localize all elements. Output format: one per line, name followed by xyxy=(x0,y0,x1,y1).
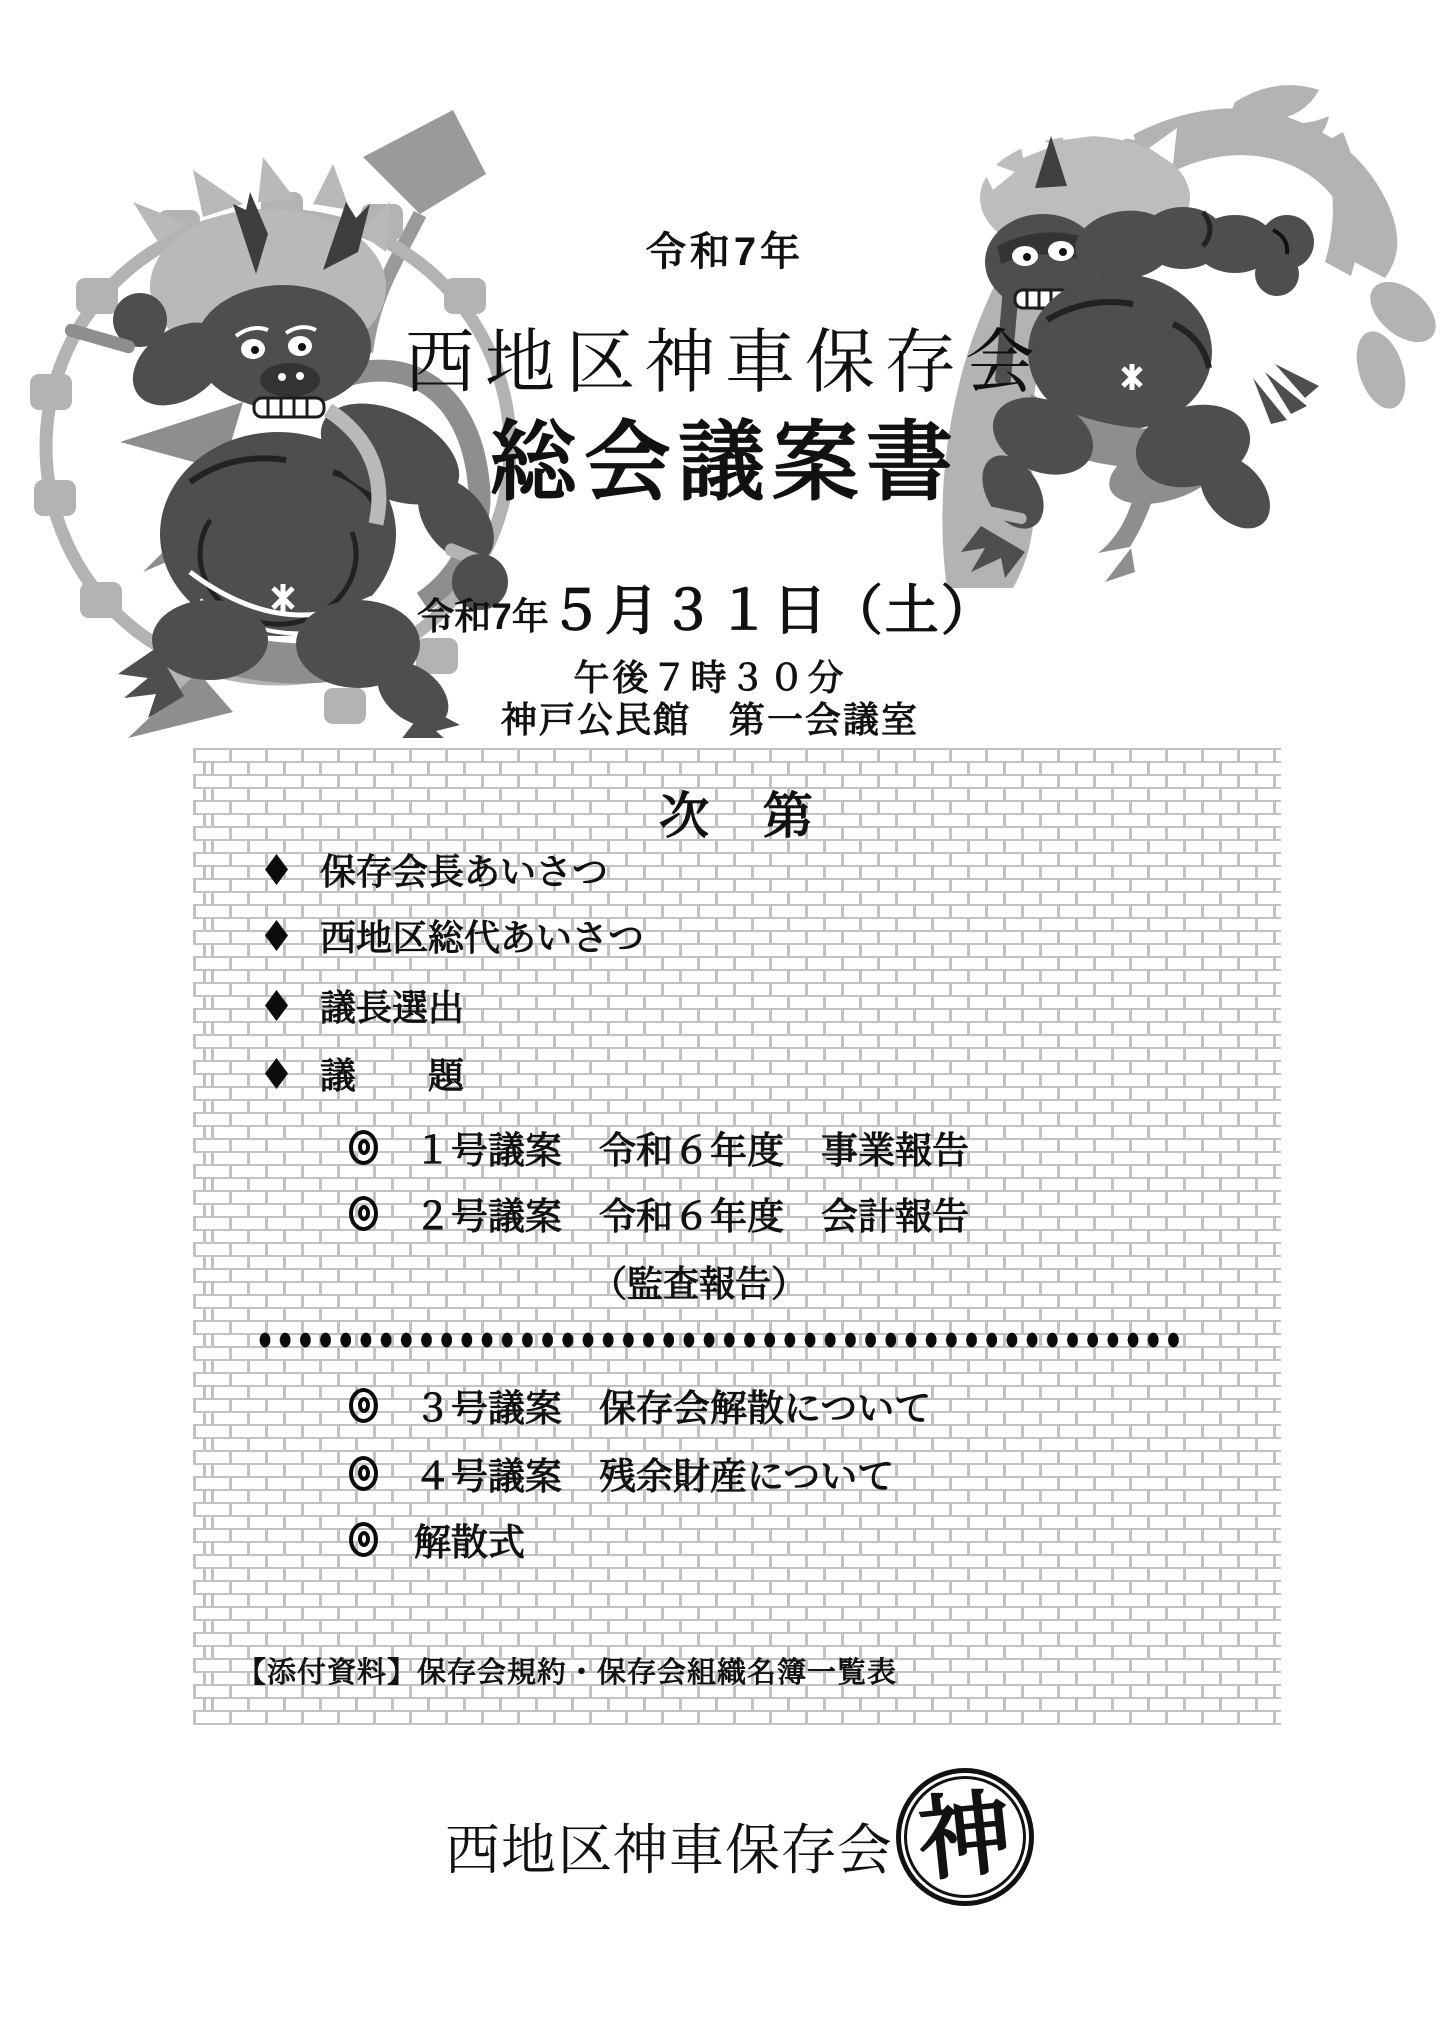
proposal-label: ３号議案 保存会解散について xyxy=(414,1389,932,1430)
agenda-panel xyxy=(193,748,1281,1725)
bullseye-bullet-icon xyxy=(349,1456,378,1491)
agenda-item-label: 議 題 xyxy=(320,1056,465,1096)
agenda-item-label: 議長選出 xyxy=(320,988,465,1028)
document-title: 総会議案書 xyxy=(490,414,960,511)
proposal-row xyxy=(349,1446,894,1500)
agenda-item-label: 保存会長あいさつ xyxy=(320,852,609,892)
meeting-venue: 神戸公民館 第一会議室 xyxy=(500,699,919,740)
shin-seal-icon xyxy=(896,1768,1034,1906)
agenda-item-row xyxy=(265,1048,464,1099)
agenda-heading: 次 第 xyxy=(659,788,815,844)
bullseye-bullet-icon xyxy=(349,1196,378,1231)
meeting-date xyxy=(0,568,1414,645)
bullseye-bullet-icon xyxy=(349,1130,378,1165)
agenda-item-row xyxy=(265,910,644,961)
proposal-label: １号議案 令和６年度 事業報告 xyxy=(414,1131,969,1172)
footer-org-name: 西地区神車保存会 xyxy=(445,1820,894,1881)
era-year: 令和7年 xyxy=(645,230,805,274)
agenda-item-row xyxy=(265,980,464,1031)
diamond-bullet-icon xyxy=(265,1058,288,1089)
agenda-item-label: 西地区総代あいさつ xyxy=(320,918,645,958)
bullseye-bullet-icon xyxy=(349,1522,378,1557)
seal-character: 神 xyxy=(913,1781,1017,1893)
audit-note: （監査報告） xyxy=(591,1264,808,1304)
proposal-row xyxy=(349,1512,525,1566)
attachment-note: 【添付資料】保存会規約・保存会組織名簿一覧表 xyxy=(237,1657,898,1689)
association-title: 西地区神車保存会 xyxy=(405,325,1045,402)
proposal-row xyxy=(349,1186,969,1240)
diamond-bullet-icon xyxy=(265,990,288,1021)
agenda-item-row xyxy=(265,844,608,895)
diamond-bullet-icon xyxy=(265,854,288,885)
diamond-bullet-icon xyxy=(265,920,288,951)
bullseye-bullet-icon xyxy=(349,1388,378,1423)
meeting-time: 午後７時３０分 xyxy=(573,657,847,698)
proposal-row xyxy=(349,1378,931,1432)
proposal-label: 解散式 xyxy=(414,1523,525,1564)
proposal-label: ２号議案 令和６年度 会計報告 xyxy=(414,1197,969,1238)
meeting-date-main: ５月３１日（土） xyxy=(548,581,997,641)
meeting-date-era: 令和7年 xyxy=(417,596,549,637)
proposal-row xyxy=(349,1120,969,1174)
proposal-label: ４号議案 残余財産について xyxy=(414,1457,895,1498)
dotted-separator xyxy=(255,1332,1185,1348)
